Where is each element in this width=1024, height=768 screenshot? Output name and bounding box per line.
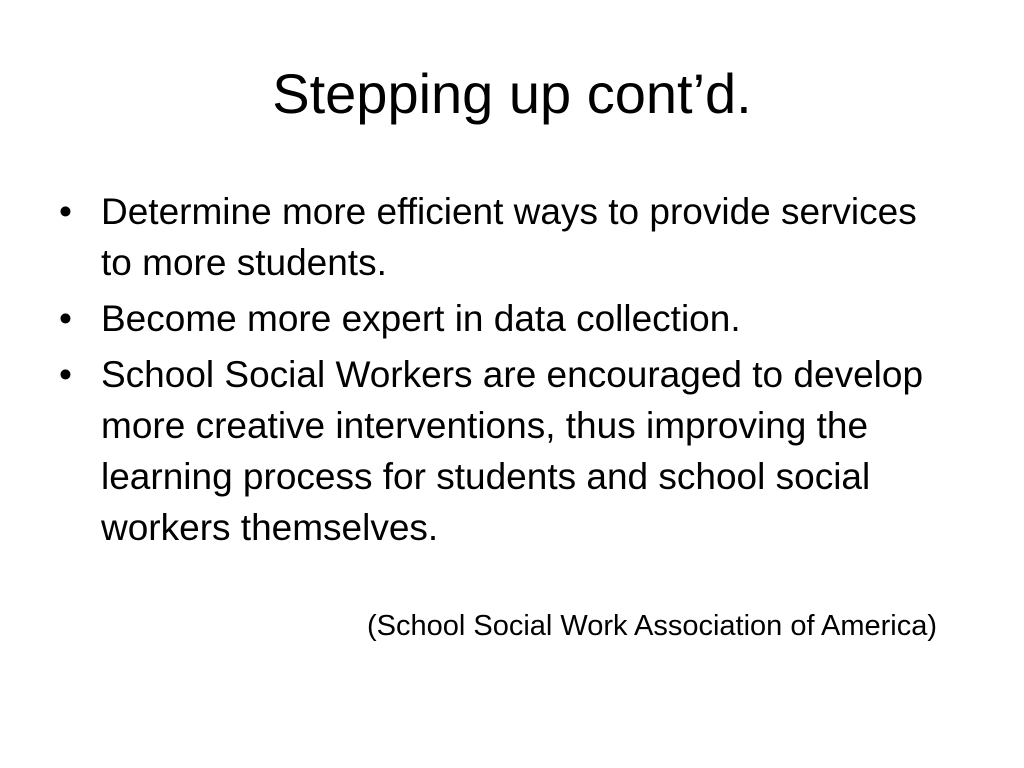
bullet-item — [57, 349, 957, 553]
slide-title: Stepping up cont’d. — [272, 62, 752, 125]
bullet-dot-icon: • — [59, 191, 72, 232]
citation: (School Social Work Association of America) — [366, 610, 937, 642]
bullet-text: School Social Workers are encouraged to develop more creative interventions, thus improving the learning process for students and school social workers themselves. — [101, 354, 924, 548]
bullet-text: Determine more efficient ways to provide services to more students. — [101, 191, 917, 283]
bullet-list — [57, 186, 957, 558]
bullet-item — [57, 186, 957, 288]
bullet-dot-icon: • — [59, 354, 72, 395]
bullet-dot-icon: • — [59, 298, 72, 339]
bullet-item — [57, 293, 957, 344]
bullet-text: Become more expert in data collection. — [101, 298, 741, 339]
